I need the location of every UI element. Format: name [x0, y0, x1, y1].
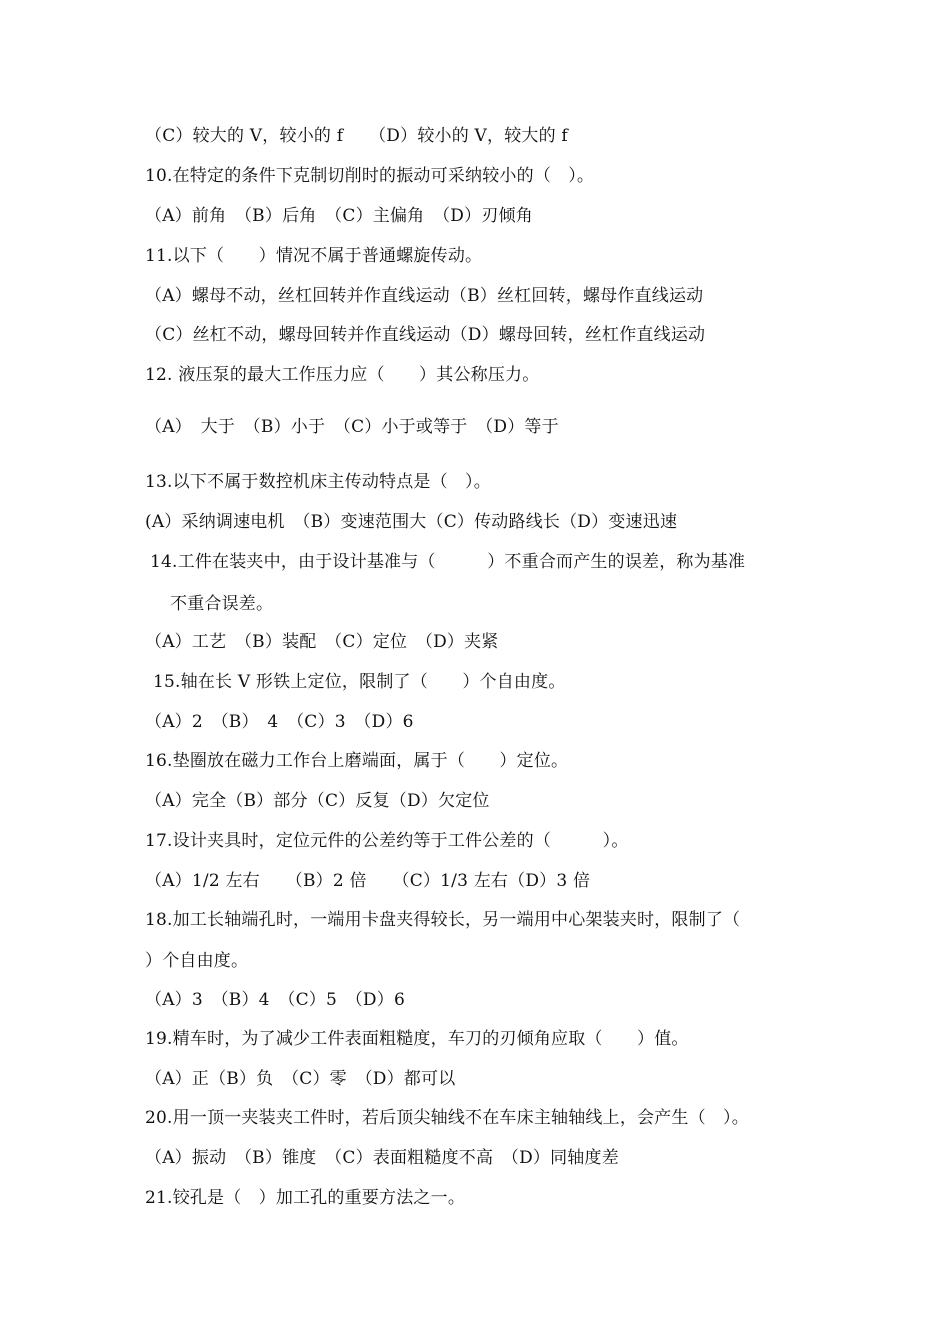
- question-12-options: （A） 大于 （B）小于 （C）小于或等于 （D）等于: [145, 417, 559, 437]
- question-18-continued: ）个自由度。: [145, 951, 249, 971]
- question-11: 11.以下（ ）情况不属于普通螺旋传动。: [145, 246, 483, 266]
- question-15: 15.轴在长 V 形铁上定位，限制了（ ）个自由度。: [153, 672, 566, 692]
- question-14-continued: 不重合误差。: [170, 594, 274, 614]
- question-18-options: （A）3 （B）4 （C）5 （D）6: [145, 990, 405, 1010]
- question-16: 16.垫圈放在磁力工作台上磨端面，属于（ ）定位。: [145, 751, 569, 771]
- question-20: 20.用一顶一夹装夹工件时，若后顶尖轴线不在车床主轴轴线上，会产生（ ）。: [145, 1108, 749, 1128]
- question-15-options: （A）2 （B） 4 （C）3 （D）6: [145, 712, 414, 732]
- question-13: 13.以下不属于数控机床主传动特点是（ ）。: [145, 472, 491, 492]
- question-13-options: (A）采纳调速电机 （B）变速范围大（C）传动路线长（D）变速迅速: [145, 512, 678, 532]
- question-10: 10.在特定的条件下克制切削时的振动可采纳较小的（ ）。: [145, 166, 595, 186]
- question-17: 17.设计夹具时，定位元件的公差约等于工件公差的（ ）。: [145, 831, 629, 851]
- option-line-c-d: （C）较大的 V，较小的 f （D）较小的 V，较大的 f: [145, 126, 568, 146]
- question-11-options-a-b: （A）螺母不动，丝杠回转并作直线运动（B）丝杠回转，螺母作直线运动: [145, 286, 704, 306]
- question-14-options: （A）工艺 （B）装配 （C）定位 （D）夹紧: [145, 632, 499, 652]
- question-12: 12. 液压泵的最大工作压力应（ ）其公称压力。: [145, 365, 540, 385]
- question-11-options-c-d: （C）丝杠不动，螺母回转并作直线运动（D）螺母回转，丝杠作直线运动: [145, 325, 706, 345]
- question-20-options: （A）振动 （B）锥度 （C）表面粗糙度不高 （D）同轴度差: [145, 1148, 619, 1168]
- question-21: 21.铰孔是（ ）加工孔的重要方法之一。: [145, 1188, 466, 1208]
- question-19-options: （A）正（B）负 （C）零 （D）都可以: [145, 1069, 456, 1089]
- question-17-options: （A）1/2 左右 （B）2 倍 （C）1/3 左右（D）3 倍: [145, 871, 591, 891]
- question-16-options: （A）完全（B）部分（C）反复（D）欠定位: [145, 791, 490, 811]
- question-19: 19.精车时，为了减少工件表面粗糙度，车刀的刃倾角应取（ ）值。: [145, 1029, 689, 1049]
- question-14: 14.工件在装夹中，由于设计基准与（ ）不重合而产生的误差，称为基准: [150, 552, 746, 572]
- question-18: 18.加工长轴端孔时，一端用卡盘夹得较长，另一端用中心架装夹时，限制了（: [145, 910, 741, 930]
- question-10-options: （A）前角 （B）后角 （C）主偏角 （D）刃倾角: [145, 206, 533, 226]
